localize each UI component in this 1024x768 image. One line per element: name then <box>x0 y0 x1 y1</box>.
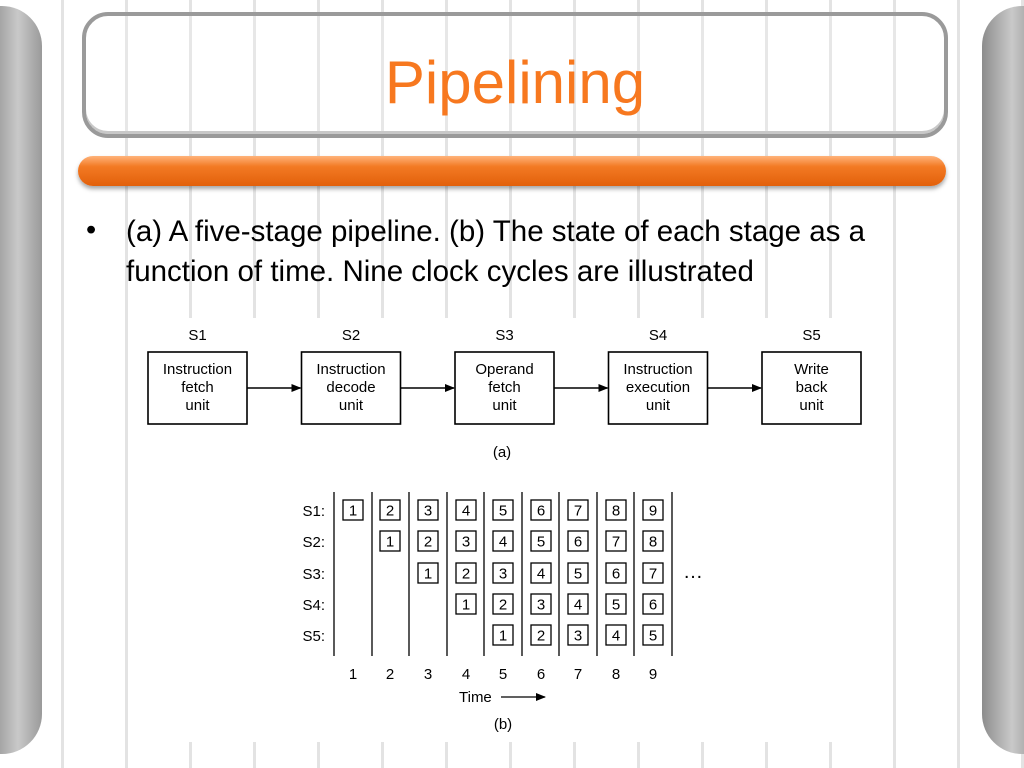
grid-cell-value: 8 <box>611 502 621 520</box>
grid-cell-value: 2 <box>536 627 546 645</box>
row-label-4: S4: <box>302 597 325 614</box>
grid-cell-value: 5 <box>536 533 546 551</box>
grid-cell-value: 7 <box>573 502 583 520</box>
grid-cell-value: 5 <box>611 596 621 614</box>
time-tick-1: 1 <box>348 666 358 683</box>
grid-cell-value: 5 <box>498 502 508 520</box>
stage-1-text-line-2: fetch <box>181 379 214 396</box>
time-tick-6: 6 <box>536 666 546 683</box>
grid-cell-value: 6 <box>611 565 621 583</box>
stage-2-text-line-3: unit <box>338 397 364 414</box>
grid-cell-value: 4 <box>573 596 583 614</box>
caption-b: (b) <box>493 716 513 733</box>
time-tick-3: 3 <box>423 666 433 683</box>
grid-cell-value: 4 <box>611 627 621 645</box>
grid-cell-value: 7 <box>611 533 621 551</box>
stage-1-text-line-3: unit <box>185 397 210 414</box>
grid-cell-value: 1 <box>385 533 395 551</box>
grid-cell-value: 1 <box>498 627 508 645</box>
row-label-1: S1: <box>302 503 325 520</box>
caption-a: (a) <box>492 444 512 461</box>
grid-cell-value: 4 <box>461 502 471 520</box>
time-tick-2: 2 <box>385 666 395 683</box>
row-label-3: S3: <box>302 566 325 583</box>
grid-cell-value: 6 <box>573 533 583 551</box>
grid-cell-value: 6 <box>648 596 658 614</box>
row-label-5: S5: <box>302 628 325 645</box>
pipeline-figure <box>139 318 879 742</box>
stage-label-4: S4 <box>648 327 668 344</box>
stage-label-3: S3 <box>495 327 514 344</box>
stage-4-text-line-2: execution <box>625 379 691 396</box>
stage-label-5: S5 <box>802 327 821 344</box>
grid-cell-value: 5 <box>648 627 658 645</box>
grid-cell-value: 3 <box>536 596 546 614</box>
grid-cell-value: 3 <box>498 565 508 583</box>
stage-2-text-line-1: Instruction <box>316 361 386 378</box>
grid-cell-value: 8 <box>648 533 658 551</box>
grid-cell-value: 6 <box>536 502 546 520</box>
grid-cell-value: 2 <box>423 533 433 551</box>
time-tick-7: 7 <box>573 666 583 683</box>
grid-cell-value: 4 <box>536 565 546 583</box>
stage-2-text-line-2: decode <box>326 379 376 396</box>
stage-5-text-line-3: unit <box>799 397 824 414</box>
stage-5-text-line-1: Write <box>794 361 829 378</box>
grid-cell-value: 5 <box>573 565 583 583</box>
time-tick-5: 5 <box>498 666 508 683</box>
stage-label-1: S1 <box>188 327 207 344</box>
stage-label-2: S2 <box>341 327 361 344</box>
slide-title: Pipelining <box>384 49 646 116</box>
grid-cell-value: 1 <box>423 565 433 583</box>
time-tick-8: 8 <box>611 666 621 683</box>
stage-3-text-line-1: Operand <box>475 361 534 378</box>
grid-cell-value: 3 <box>461 533 471 551</box>
pipeline-figure-svg <box>139 318 879 742</box>
ellipsis-text: … <box>683 561 703 583</box>
grid-cell-value: 4 <box>498 533 508 551</box>
stage-1-text-line-1: Instruction <box>162 361 233 378</box>
grid-cell-value: 2 <box>498 596 508 614</box>
time-tick-4: 4 <box>461 666 471 683</box>
stage-4-text-line-3: unit <box>645 397 671 414</box>
stage-5-text-line-2: back <box>795 379 828 396</box>
title-underline-bar <box>78 156 946 186</box>
bullet-marker: • <box>86 214 97 246</box>
stage-3-text-line-3: unit <box>492 397 517 414</box>
time-axis-label: Time <box>459 689 492 706</box>
grid-cell-value: 9 <box>648 502 658 520</box>
grid-cell-value: 2 <box>385 502 395 520</box>
left-decorative-bar <box>0 6 42 754</box>
grid-cell-value: 1 <box>348 502 358 520</box>
right-decorative-bar <box>982 6 1024 754</box>
stage-3-text-line-2: fetch <box>488 379 521 396</box>
grid-cell-value: 3 <box>423 502 433 520</box>
bullet-text: (a) A five-stage pipeline. (b) The state of each stage as a function of time. Nine clock cycles are illustrated <box>126 215 866 288</box>
grid-cell-value: 7 <box>648 565 658 583</box>
row-label-2: S2: <box>302 534 325 551</box>
grid-cell-value: 1 <box>461 596 471 614</box>
grid-cell-value: 2 <box>461 565 471 583</box>
grid-cell-value: 3 <box>573 627 583 645</box>
time-tick-9: 9 <box>648 666 658 683</box>
stage-4-text-line-1: Instruction <box>623 361 693 378</box>
